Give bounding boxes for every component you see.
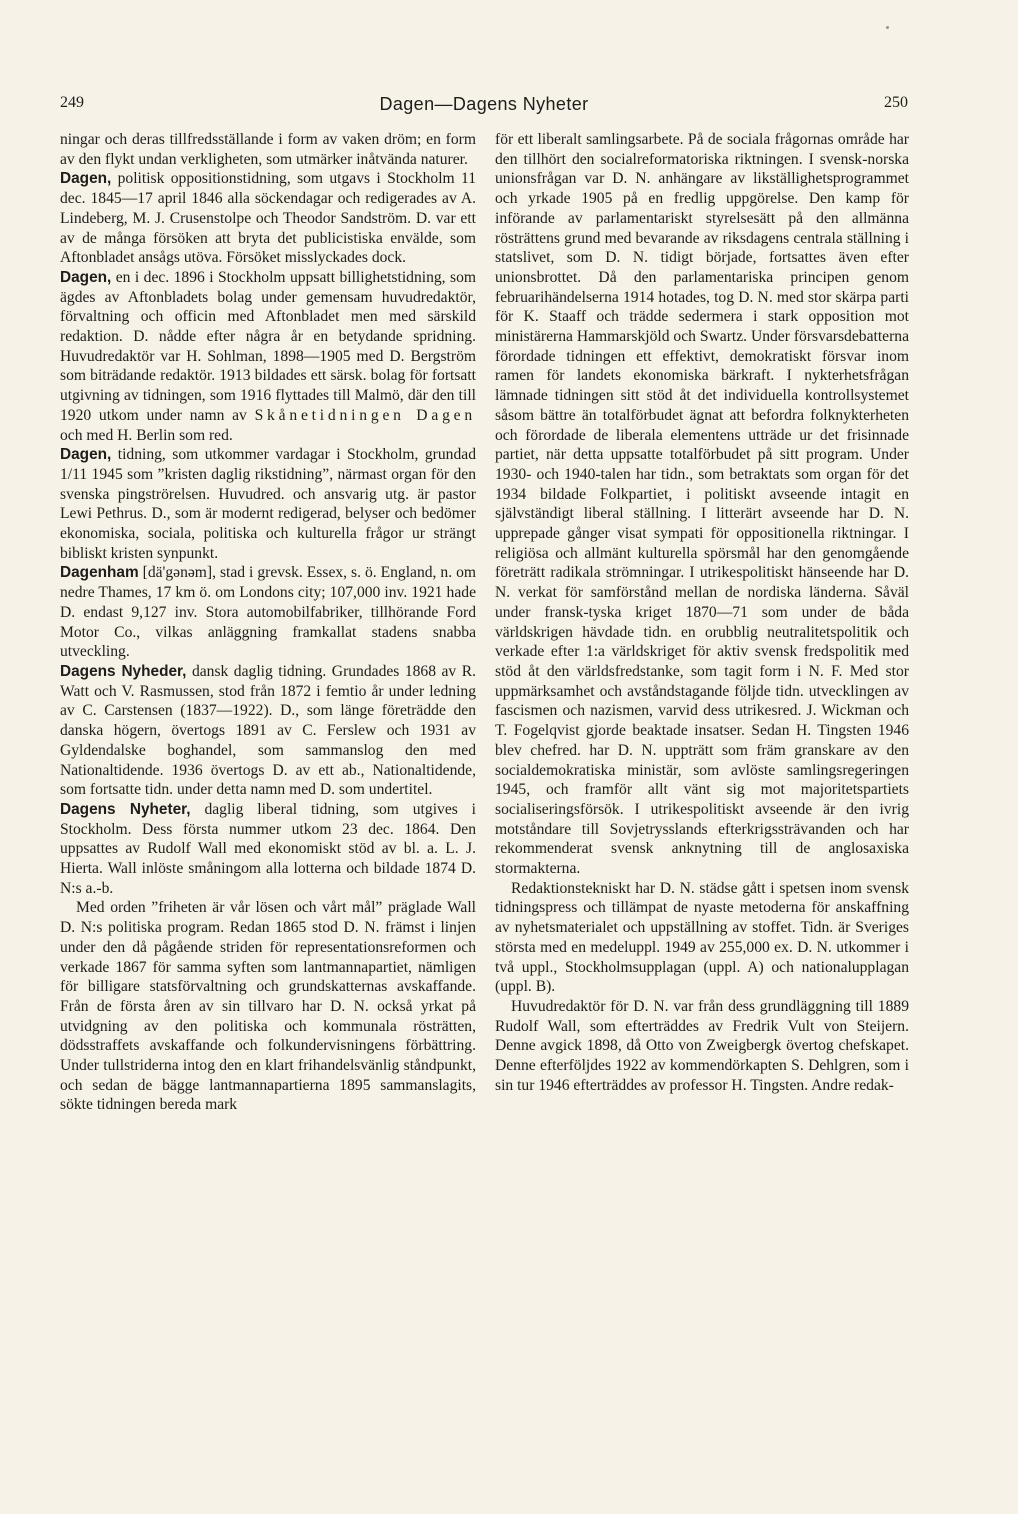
entry-text-continued: och med H. Berlin som red.: [60, 426, 233, 444]
paragraph: [60, 445, 476, 563]
running-head: Dagen—Dagens Nyheter: [379, 94, 589, 114]
left-column: [60, 130, 476, 1430]
entry-text: [dä'gənəm], stad i grevsk. Essex, s. ö. England, n. om nedre Thames, 17 km ö. om Londons city; 107,000 inv. 1921 hade D. endast 9,127 inv. Stora automobilfabriker, tillhörande Ford Motor Co., vilkas anläggning framkallat stadens snabba utveckling.: [60, 564, 476, 661]
entry-text: tidning, som utkommer vardagar i Stockholm, grundad 1/11 1945 som ”kristen daglig rikstidning”, närmast organ för den svenska pingströrelsen. Huvudred. och ansvarig utg. är pastor Lewi Pethrus. D., som är modernt redigerad, belyser och bedömer ekonomiska, sociala, politiska och kulturella frågor ur strängt bibliskt kristen synpunkt.: [60, 446, 476, 562]
entry-text: daglig liberal tidning, som utgives i Stockholm. Dess första nummer utkom 23 dec. 1864. Den uppsattes av Rudolf Wall med ekonomiskt stöd av bl. a. L. J. Hierta. Wall inlöste småningom alla lotterna och bildade 1874 D. N:s a.-b.: [60, 800, 476, 897]
right-column: [495, 130, 909, 1430]
paragraph: [60, 898, 476, 1115]
paragraph: [60, 563, 476, 662]
entry-headword: Dagens Nyheter,: [60, 800, 191, 818]
paragraph: [60, 662, 476, 800]
paragraph: [60, 130, 476, 169]
paragraph: [495, 879, 909, 997]
entry-text: ningar och deras tillfredsställande i form av vaken dröm; en form av den flykt undan verkligheten, som utmärker inåtvända naturer.: [60, 131, 476, 168]
page-number-right: 250: [884, 94, 908, 111]
paragraph: [60, 800, 476, 899]
entry-text: Huvudredaktör för D. N. var från dess grundläggning till 1889 Rudolf Wall, som efterträddes av Fredrik Vult von Steijern. Denne avgick 1898, då Otto von Zweigbergk övertog chefskapet. Denne efterföljdes 1922 av kommendörkapten S. Dehlgren, som i sin tur 1946 efterträddes av professor H. Tingsten. Andre redak-: [495, 997, 909, 1094]
entry-text: dansk daglig tidning. Grundades 1868 av R. Watt och V. Rasmussen, stod från 1872 i femtio år under ledning av C. Carstensen (1837—1922). D., som länge företrädde den danska högern, övertogs 1891 av C. Ferslew och 1931 av Gyldendalske boghandel, som sammanslog den med Nationaltidende. 1936 övertogs D. av ett ab., Nationaltidende, som fortsatte tidn. under detta namn med D. som undertitel.: [60, 662, 476, 799]
entry-text: för ett liberalt samlingsarbete. På de sociala frågornas område har den tillhört den socialreformatoriska riktningen. I svensk-norska unionsfrågan var D. N. anhängare av likställighetsprogrammet och yrkade 1905 på en fredlig uppgörelse. Den kamp för införande av parlamentariskt styrelsesätt på den allmänna rösträttens grund med bevarande av riksdagens centrala ställning i statslivet, som D. N. tidigt började, fortsattes även efter unionsbrottet. Då den parlamentariska principen genom februarihändelserna 1914 hotades, tog D. N. med stor skärpa parti för K. Staaff och trädde sedermera i stark opposition mot ministärerna Hammarskjöld och Swartz. Under försvarsdebatterna förordade tidningen ett effektivt, demokratiskt försvar inom ramen för landets ekonomiska bärkraft. I nykterhetsfrågan lämnade tidningen sitt stöd åt det individuella kontrollsystemet såsom bättre än totalförbudet ägnat att befordra folknykterheten och förordade de liberala elementens utträde ur det frisinnade partiet, när detta uppsatte totalförbudet på sitt program. Under 1930- och 1940-talen har tidn., som betraktats som organ för det 1934 bildade Folkpartiet, i politiskt avseende intagit en självständigt liberal ställning. I litterärt avseende har D. N. upprepade gånger visat sympati för oppositionella riktningar. I religiösa och allmänt kulturella spörsmål har den genomgående företrätt radikala strömningar. I utrikespolitiskt hänseende har D. N. verkat för samförstånd mellan de nordiska länderna. Såväl under fransk-tyska kriget 1870—71 som under de båda världskrigen hävdade tidn. en orubblig neutralitetspolitik och verkade efter 1:a världskriget för aktiv svensk fredspolitik med stöd åt den världsfredstanke, som tagit form i N. F. Med stor uppmärksamhet och avståndstagande följde tidn. utvecklingen av fascismen och nazismen, varvid dess utrikesred. J. Wickman och T. Fogelqvist gjorde beaktade insatser. Sedan H. Tingsten 1946 blev chefred. har D. N. uppträtt som främ granskare av den socialdemokratiska ministär, som avlöste samlingsregeringen 1945, och framför allt vänt sig mot majoritetspartiets socialiseringsförsök. I utrikespolitiskt avseende är den ivrig motståndare till Sovjetrysslands efterkrigssträvanden och har rekommenderat svensk anknytning till de anglosaxiska stormakterna.: [495, 131, 909, 878]
page-number-left: 249: [60, 94, 84, 111]
entry-headword: Dagen,: [60, 170, 112, 188]
entry-headword: Dagen,: [60, 446, 112, 464]
entry-text: Med orden ”friheten är vår lösen och vårt mål” präglade Wall D. N:s politiska program. Redan 1865 stod D. N. främst i linjen under den då pågående striden för representationsreformen och verkade 1867 för samma syften som lantmannapartiet, nämligen för billigare statsförvaltning och grundskatternas avskaffande. Från de första åren av sin tillvaro har D. N. också yrkat på utvidgning av den politiska och kommunala rösträtten, dödsstraffets avskaffande och folkundervisningens förbättring. Under tullstriderna intog den en klart frihandelsvänlig ståndpunkt, och sedan de bägge lantmannapartierna 1895 sammanslagits, sökte tidningen bereda mark: [60, 899, 476, 1114]
entry-headword: Dagen,: [60, 268, 112, 286]
entry-text: politisk oppositionstidning, som utgavs i Stockholm 11 dec. 1845—17 april 1846 alla söckendagar och redigerades av A. Lindeberg, M. J. Crusenstolpe och Theodor Sandström. D. var ett av de många försöken att bryta det publicistiska envälde, som Aftonbladet ansågs utöva. Försöket misslyckades dock.: [60, 170, 476, 267]
entry-headword: Dagenham: [60, 564, 139, 582]
paragraph: [60, 169, 476, 268]
entry-text: en i dec. 1896 i Stockholm uppsatt billighetstidning, som ägdes av Aftonbladets bolag under gemensam huvudredaktör, förvaltning och officin med Aftonbladet men med särskild redaktion. D. nådde efter några år en betydande spridning. Huvudredaktör var H. Sohlman, 1898—1905 med D. Bergström som biträdande redaktör. 1913 bildades ett särsk. bolag för fortsatt utgivning av tidningen, som 1916 flyttades till Malmö, där den till 1920 utkom under namn av: [60, 268, 476, 424]
entry-headword: Dagens Nyheder,: [60, 662, 187, 680]
page-header: [60, 94, 908, 118]
paragraph: [495, 130, 909, 879]
paragraph: [60, 268, 476, 445]
scan-speck: [886, 26, 889, 29]
entry-text: Redaktionstekniskt har D. N. städse gått i spetsen inom svensk tidningspress och tillämpat de nyaste metoderna för anskaffning av nyhetsmaterialet och uppställning av stoffet. Tidn. är Sveriges största med en medeluppl. 1949 av 255,000 ex. D. N. utkommer i två uppl., Stockholmsupplagan (uppl. A) och nationalupplagan (uppl. B).: [495, 879, 909, 996]
spaced-title: Skånetidningen Dagen: [254, 406, 476, 424]
paragraph: [495, 997, 909, 1096]
